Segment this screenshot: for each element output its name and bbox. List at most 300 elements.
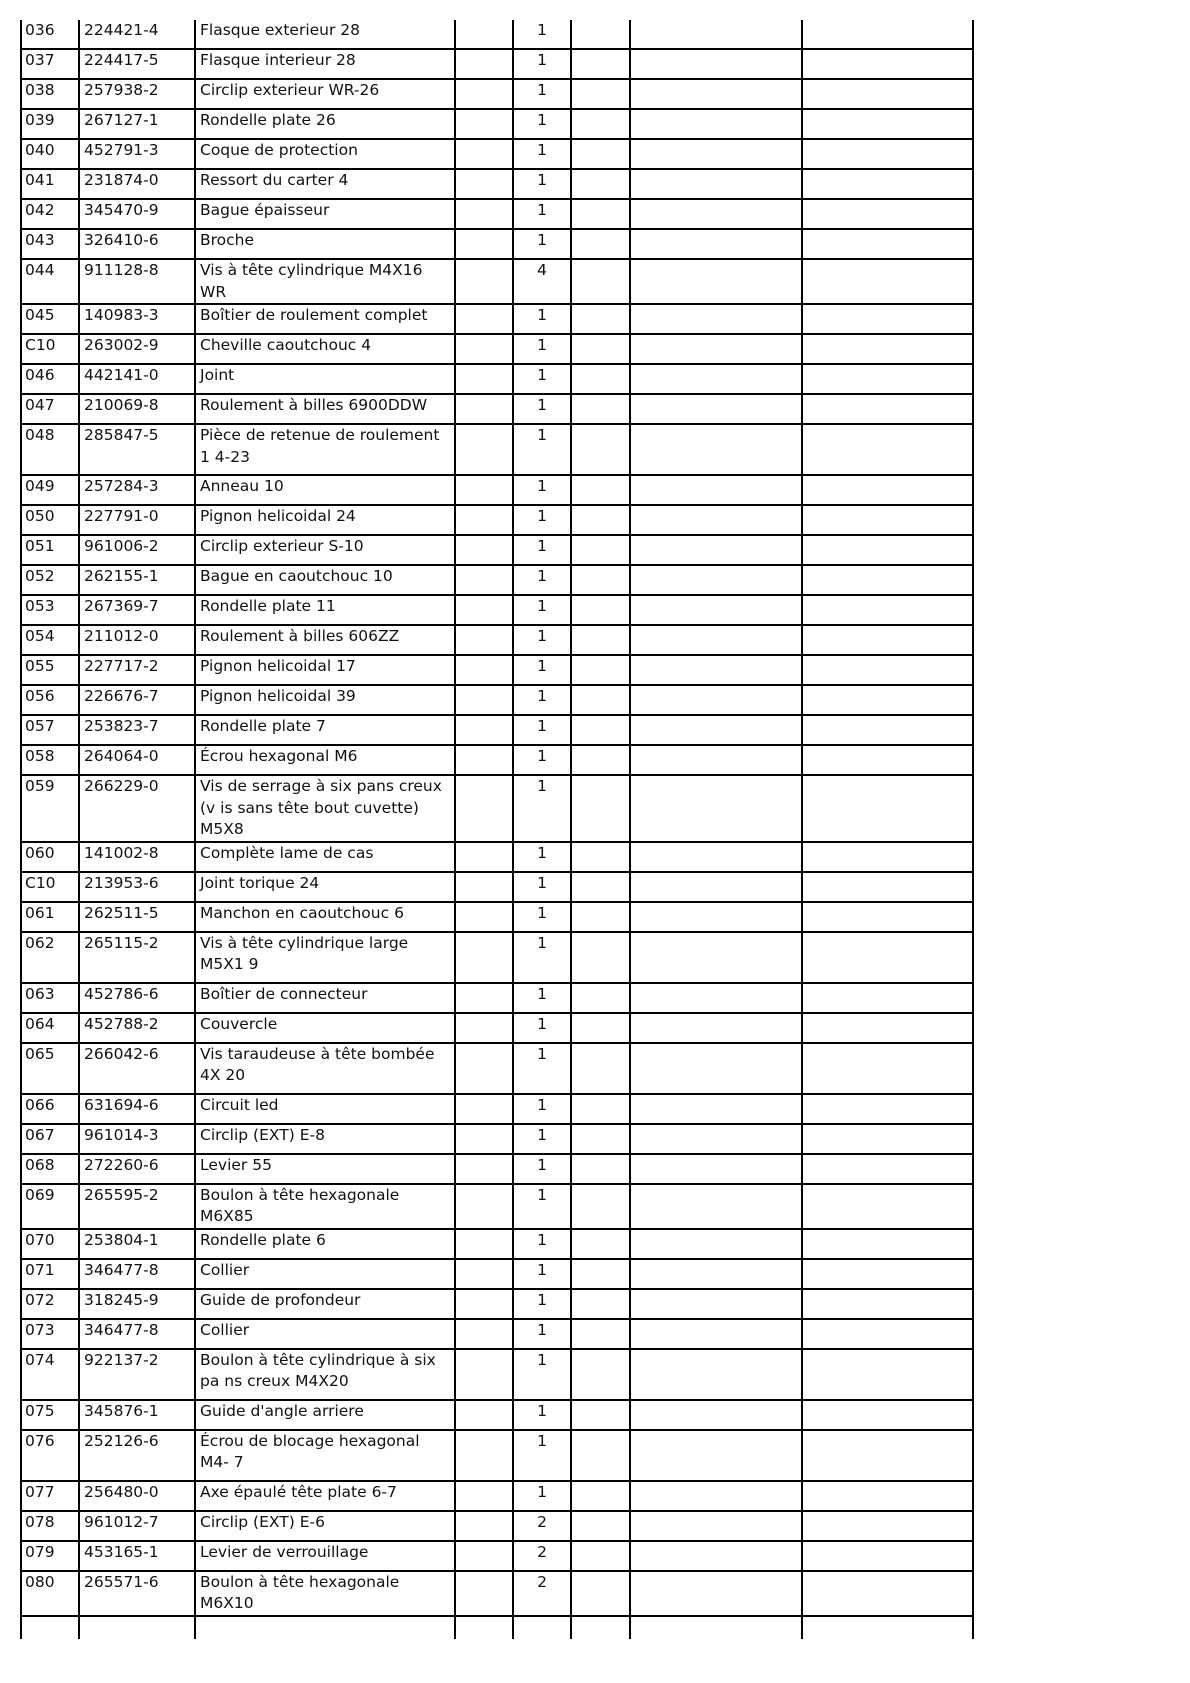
part-reference-cell: 227791-0 <box>79 505 195 535</box>
item-number-cell: 039 <box>21 109 79 139</box>
part-reference-cell: 231874-0 <box>79 169 195 199</box>
part-description-cell: Circlip (EXT) E-8 <box>195 1124 455 1154</box>
empty-cell <box>195 1616 455 1639</box>
quantity-cell: 1 <box>513 1094 571 1124</box>
item-number-cell: 076 <box>21 1430 79 1481</box>
part-reference-cell: 262511-5 <box>79 902 195 932</box>
table-row <box>21 1319 973 1349</box>
empty-cell <box>802 1043 973 1094</box>
item-number-cell: 070 <box>21 1229 79 1259</box>
quantity-cell: 1 <box>513 932 571 983</box>
part-description-cell: Bague épaisseur <box>195 199 455 229</box>
quantity-cell: 1 <box>513 1154 571 1184</box>
item-number-cell: 052 <box>21 565 79 595</box>
empty-cell <box>630 595 802 625</box>
part-reference-cell: 252126-6 <box>79 1430 195 1481</box>
empty-cell <box>630 394 802 424</box>
quantity-cell: 2 <box>513 1511 571 1541</box>
part-reference-cell: 141002-8 <box>79 842 195 872</box>
table-row <box>21 983 973 1013</box>
table-row <box>21 715 973 745</box>
part-description-cell: Vis à tête cylindrique large M5X1 9 <box>195 932 455 983</box>
part-reference-cell: 213953-6 <box>79 872 195 902</box>
table-row <box>21 1571 973 1616</box>
empty-cell <box>455 983 513 1013</box>
item-number-cell: C10 <box>21 334 79 364</box>
empty-cell <box>455 49 513 79</box>
empty-cell <box>455 842 513 872</box>
part-reference-cell: 224417-5 <box>79 49 195 79</box>
table-row <box>21 655 973 685</box>
table-row <box>21 505 973 535</box>
empty-cell <box>455 1616 513 1639</box>
table-row <box>21 625 973 655</box>
empty-cell <box>571 1229 630 1259</box>
empty-cell <box>571 1184 630 1229</box>
part-reference-cell: 452786-6 <box>79 983 195 1013</box>
empty-cell <box>630 139 802 169</box>
quantity-cell: 1 <box>513 229 571 259</box>
empty-cell <box>630 20 802 49</box>
empty-cell <box>571 625 630 655</box>
quantity-cell: 1 <box>513 1184 571 1229</box>
empty-cell <box>630 983 802 1013</box>
empty-cell <box>571 1481 630 1511</box>
empty-cell <box>571 1400 630 1430</box>
empty-cell <box>455 304 513 334</box>
table-row <box>21 364 973 394</box>
part-reference-cell: 227717-2 <box>79 655 195 685</box>
empty-cell <box>455 535 513 565</box>
empty-cell <box>571 983 630 1013</box>
empty-cell <box>802 1349 973 1400</box>
part-reference-cell: 318245-9 <box>79 1289 195 1319</box>
item-number-cell: 050 <box>21 505 79 535</box>
empty-cell <box>455 565 513 595</box>
quantity-cell: 1 <box>513 1124 571 1154</box>
part-reference-cell: 631694-6 <box>79 1094 195 1124</box>
quantity-cell: 1 <box>513 1013 571 1043</box>
empty-cell <box>802 595 973 625</box>
empty-cell <box>802 1511 973 1541</box>
empty-cell <box>802 394 973 424</box>
empty-cell <box>571 364 630 394</box>
empty-cell <box>630 1319 802 1349</box>
part-description-cell: Écrou de blocage hexagonal M4- 7 <box>195 1430 455 1481</box>
part-reference-cell: 961012-7 <box>79 1511 195 1541</box>
empty-cell <box>802 685 973 715</box>
empty-cell <box>455 1259 513 1289</box>
empty-cell <box>802 715 973 745</box>
part-reference-cell: 346477-8 <box>79 1259 195 1289</box>
empty-cell <box>630 199 802 229</box>
empty-cell <box>802 424 973 475</box>
table-row <box>21 565 973 595</box>
part-reference-cell: 266229-0 <box>79 775 195 842</box>
quantity-cell: 1 <box>513 983 571 1013</box>
part-reference-cell: 452791-3 <box>79 139 195 169</box>
item-number-cell: 078 <box>21 1511 79 1541</box>
item-number-cell: 051 <box>21 535 79 565</box>
empty-cell <box>630 1349 802 1400</box>
empty-cell <box>630 872 802 902</box>
empty-cell <box>455 1094 513 1124</box>
part-reference-cell: 922137-2 <box>79 1349 195 1400</box>
item-number-cell: 060 <box>21 842 79 872</box>
table-row <box>21 685 973 715</box>
table-row <box>21 872 973 902</box>
empty-cell <box>571 872 630 902</box>
quantity-cell: 1 <box>513 199 571 229</box>
empty-cell <box>630 229 802 259</box>
empty-cell <box>630 902 802 932</box>
part-reference-cell: 226676-7 <box>79 685 195 715</box>
empty-cell <box>630 1481 802 1511</box>
item-number-cell: 045 <box>21 304 79 334</box>
part-description-cell: Levier 55 <box>195 1154 455 1184</box>
empty-cell <box>571 505 630 535</box>
empty-cell <box>802 1541 973 1571</box>
item-number-cell: 075 <box>21 1400 79 1430</box>
empty-cell <box>455 229 513 259</box>
empty-cell <box>455 715 513 745</box>
table-row <box>21 169 973 199</box>
part-description-cell: Rondelle plate 7 <box>195 715 455 745</box>
part-description-cell: Boulon à tête cylindrique à six pa ns creux M4X20 <box>195 1349 455 1400</box>
quantity-cell: 1 <box>513 1319 571 1349</box>
empty-cell <box>802 932 973 983</box>
empty-cell <box>455 259 513 304</box>
empty-cell <box>571 1349 630 1400</box>
table-row <box>21 1154 973 1184</box>
part-reference-cell: 285847-5 <box>79 424 195 475</box>
empty-cell <box>455 364 513 394</box>
empty-cell <box>802 475 973 505</box>
quantity-cell: 1 <box>513 745 571 775</box>
part-reference-cell: 256480-0 <box>79 1481 195 1511</box>
empty-cell <box>802 259 973 304</box>
part-reference-cell: 452788-2 <box>79 1013 195 1043</box>
empty-cell <box>571 1259 630 1289</box>
item-number-cell: 077 <box>21 1481 79 1511</box>
empty-cell <box>455 334 513 364</box>
quantity-cell: 1 <box>513 655 571 685</box>
empty-cell <box>630 334 802 364</box>
empty-cell <box>571 775 630 842</box>
quantity-cell: 1 <box>513 1430 571 1481</box>
table-row <box>21 1511 973 1541</box>
empty-cell <box>571 932 630 983</box>
table-row <box>21 1229 973 1259</box>
quantity-cell: 1 <box>513 842 571 872</box>
empty-cell <box>802 169 973 199</box>
empty-cell <box>630 1154 802 1184</box>
empty-cell <box>571 715 630 745</box>
empty-cell <box>630 79 802 109</box>
empty-cell <box>802 49 973 79</box>
empty-cell <box>455 20 513 49</box>
quantity-cell: 1 <box>513 685 571 715</box>
empty-cell <box>455 1400 513 1430</box>
item-number-cell: 062 <box>21 932 79 983</box>
table-row <box>21 139 973 169</box>
part-reference-cell: 253804-1 <box>79 1229 195 1259</box>
item-number-cell: 042 <box>21 199 79 229</box>
part-description-cell: Guide d'angle arriere <box>195 1400 455 1430</box>
empty-cell <box>455 139 513 169</box>
item-number-cell: 079 <box>21 1541 79 1571</box>
part-description-cell: Boulon à tête hexagonale M6X10 <box>195 1571 455 1616</box>
empty-cell <box>571 842 630 872</box>
empty-cell <box>571 1154 630 1184</box>
empty-cell <box>455 475 513 505</box>
part-reference-cell: 253823-7 <box>79 715 195 745</box>
quantity-cell: 1 <box>513 565 571 595</box>
table-row <box>21 902 973 932</box>
empty-cell <box>455 1184 513 1229</box>
quantity-cell: 1 <box>513 902 571 932</box>
part-description-cell: Pignon helicoidal 39 <box>195 685 455 715</box>
empty-cell <box>630 505 802 535</box>
part-description-cell: Rondelle plate 26 <box>195 109 455 139</box>
table-row <box>21 334 973 364</box>
table-row <box>21 1481 973 1511</box>
empty-cell <box>455 1154 513 1184</box>
empty-cell <box>571 259 630 304</box>
item-number-cell: 048 <box>21 424 79 475</box>
empty-cell <box>455 1511 513 1541</box>
part-reference-cell: 346477-8 <box>79 1319 195 1349</box>
empty-cell <box>802 139 973 169</box>
empty-cell <box>571 655 630 685</box>
item-number-cell: 056 <box>21 685 79 715</box>
empty-cell <box>802 304 973 334</box>
empty-cell <box>630 1616 802 1639</box>
part-reference-cell: 345876-1 <box>79 1400 195 1430</box>
part-description-cell: Collier <box>195 1319 455 1349</box>
quantity-cell: 1 <box>513 715 571 745</box>
item-number-cell: 049 <box>21 475 79 505</box>
empty-cell <box>455 685 513 715</box>
part-description-cell: Vis à tête cylindrique M4X16 WR <box>195 259 455 304</box>
empty-cell <box>571 1616 630 1639</box>
empty-cell <box>455 1013 513 1043</box>
table-row <box>21 1349 973 1400</box>
item-number-cell: 065 <box>21 1043 79 1094</box>
empty-cell <box>630 1259 802 1289</box>
empty-cell <box>571 20 630 49</box>
empty-cell <box>455 595 513 625</box>
quantity-cell: 1 <box>513 109 571 139</box>
empty-cell <box>630 1289 802 1319</box>
part-description-cell: Manchon en caoutchouc 6 <box>195 902 455 932</box>
parts-table-body <box>21 20 973 1639</box>
empty-cell <box>455 655 513 685</box>
part-reference-cell: 262155-1 <box>79 565 195 595</box>
empty-cell <box>630 1043 802 1094</box>
part-description-cell: Écrou hexagonal M6 <box>195 745 455 775</box>
table-row <box>21 745 973 775</box>
quantity-cell: 1 <box>513 1481 571 1511</box>
empty-cell <box>802 1184 973 1229</box>
empty-cell <box>630 745 802 775</box>
part-description-cell: Boîtier de roulement complet <box>195 304 455 334</box>
empty-cell <box>571 139 630 169</box>
table-row <box>21 595 973 625</box>
quantity-cell: 1 <box>513 49 571 79</box>
part-description-cell: Boulon à tête hexagonale M6X85 <box>195 1184 455 1229</box>
quantity-cell: 1 <box>513 139 571 169</box>
item-number-cell: 067 <box>21 1124 79 1154</box>
empty-cell <box>630 1184 802 1229</box>
quantity-cell: 1 <box>513 1349 571 1400</box>
part-reference-cell: 210069-8 <box>79 394 195 424</box>
part-description-cell: Pignon helicoidal 24 <box>195 505 455 535</box>
empty-cell <box>455 872 513 902</box>
part-reference-cell: 267127-1 <box>79 109 195 139</box>
quantity-cell: 1 <box>513 1400 571 1430</box>
part-reference-cell: 326410-6 <box>79 229 195 259</box>
part-reference-cell: 265571-6 <box>79 1571 195 1616</box>
empty-cell <box>455 902 513 932</box>
empty-cell <box>802 79 973 109</box>
empty-cell <box>571 1571 630 1616</box>
table-row <box>21 1124 973 1154</box>
empty-cell <box>571 1124 630 1154</box>
empty-cell <box>630 565 802 595</box>
empty-cell <box>630 1013 802 1043</box>
part-reference-cell: 257284-3 <box>79 475 195 505</box>
empty-cell <box>571 902 630 932</box>
table-row <box>21 1541 973 1571</box>
part-reference-cell: 257938-2 <box>79 79 195 109</box>
item-number-cell: 047 <box>21 394 79 424</box>
quantity-cell: 1 <box>513 304 571 334</box>
quantity-cell: 1 <box>513 872 571 902</box>
quantity-cell: 1 <box>513 775 571 842</box>
part-description-cell: Rondelle plate 11 <box>195 595 455 625</box>
item-number-cell: 061 <box>21 902 79 932</box>
empty-cell <box>802 229 973 259</box>
quantity-cell: 1 <box>513 424 571 475</box>
empty-cell <box>571 535 630 565</box>
empty-cell <box>802 199 973 229</box>
empty-cell <box>630 364 802 394</box>
empty-cell <box>455 1124 513 1154</box>
quantity-cell: 1 <box>513 334 571 364</box>
empty-cell <box>455 1541 513 1571</box>
item-number-cell: 041 <box>21 169 79 199</box>
part-description-cell: Bague en caoutchouc 10 <box>195 565 455 595</box>
table-row <box>21 394 973 424</box>
quantity-cell: 1 <box>513 364 571 394</box>
part-reference-cell: 265115-2 <box>79 932 195 983</box>
empty-cell <box>630 424 802 475</box>
empty-cell <box>802 1094 973 1124</box>
quantity-cell: 1 <box>513 169 571 199</box>
table-row <box>21 775 973 842</box>
item-number-cell: 054 <box>21 625 79 655</box>
empty-cell <box>802 1229 973 1259</box>
item-number-cell: 046 <box>21 364 79 394</box>
part-description-cell: Joint <box>195 364 455 394</box>
empty-cell <box>802 872 973 902</box>
empty-cell <box>571 745 630 775</box>
item-number-cell: 043 <box>21 229 79 259</box>
empty-cell <box>802 1319 973 1349</box>
empty-cell <box>630 49 802 79</box>
empty-cell <box>802 565 973 595</box>
empty-cell <box>455 169 513 199</box>
empty-cell <box>455 394 513 424</box>
item-number-cell: 074 <box>21 1349 79 1400</box>
empty-cell <box>630 535 802 565</box>
part-description-cell: Vis taraudeuse à tête bombée 4X 20 <box>195 1043 455 1094</box>
table-row <box>21 109 973 139</box>
empty-cell <box>571 1094 630 1124</box>
item-number-cell: 073 <box>21 1319 79 1349</box>
empty-cell <box>571 109 630 139</box>
part-description-cell: Circuit led <box>195 1094 455 1124</box>
empty-cell <box>630 1229 802 1259</box>
table-row <box>21 259 973 304</box>
table-row <box>21 1184 973 1229</box>
empty-cell <box>455 505 513 535</box>
empty-cell <box>455 932 513 983</box>
empty-cell <box>455 199 513 229</box>
quantity-cell: 1 <box>513 79 571 109</box>
part-description-cell: Coque de protection <box>195 139 455 169</box>
quantity-cell: 2 <box>513 1541 571 1571</box>
item-number-cell: 080 <box>21 1571 79 1616</box>
part-description-cell: Rondelle plate 6 <box>195 1229 455 1259</box>
item-number-cell: 040 <box>21 139 79 169</box>
part-reference-cell: 272260-6 <box>79 1154 195 1184</box>
part-description-cell: Joint torique 24 <box>195 872 455 902</box>
part-description-cell: Couvercle <box>195 1013 455 1043</box>
empty-cell <box>571 1319 630 1349</box>
quantity-cell: 1 <box>513 1229 571 1259</box>
table-row <box>21 1013 973 1043</box>
item-number-cell: 072 <box>21 1289 79 1319</box>
table-row <box>21 229 973 259</box>
empty-cell <box>513 1616 571 1639</box>
item-number-cell: 055 <box>21 655 79 685</box>
empty-cell <box>630 259 802 304</box>
item-number-cell: 071 <box>21 1259 79 1289</box>
empty-cell <box>630 1124 802 1154</box>
part-reference-cell: 264064-0 <box>79 745 195 775</box>
empty-cell <box>571 1541 630 1571</box>
empty-cell <box>802 1430 973 1481</box>
table-row <box>21 932 973 983</box>
part-reference-cell: 911128-8 <box>79 259 195 304</box>
part-description-cell: Circlip exterieur WR-26 <box>195 79 455 109</box>
part-description-cell: Complète lame de cas <box>195 842 455 872</box>
quantity-cell: 2 <box>513 1571 571 1616</box>
empty-cell <box>455 1043 513 1094</box>
part-reference-cell: 453165-1 <box>79 1541 195 1571</box>
empty-cell <box>455 1430 513 1481</box>
part-description-cell: Flasque interieur 28 <box>195 49 455 79</box>
part-description-cell: Vis de serrage à six pans creux (v is sans tête bout cuvette) M5X8 <box>195 775 455 842</box>
table-row <box>21 49 973 79</box>
empty-cell <box>802 842 973 872</box>
empty-cell <box>630 715 802 745</box>
empty-cell <box>630 655 802 685</box>
table-row <box>21 424 973 475</box>
quantity-cell: 1 <box>513 394 571 424</box>
